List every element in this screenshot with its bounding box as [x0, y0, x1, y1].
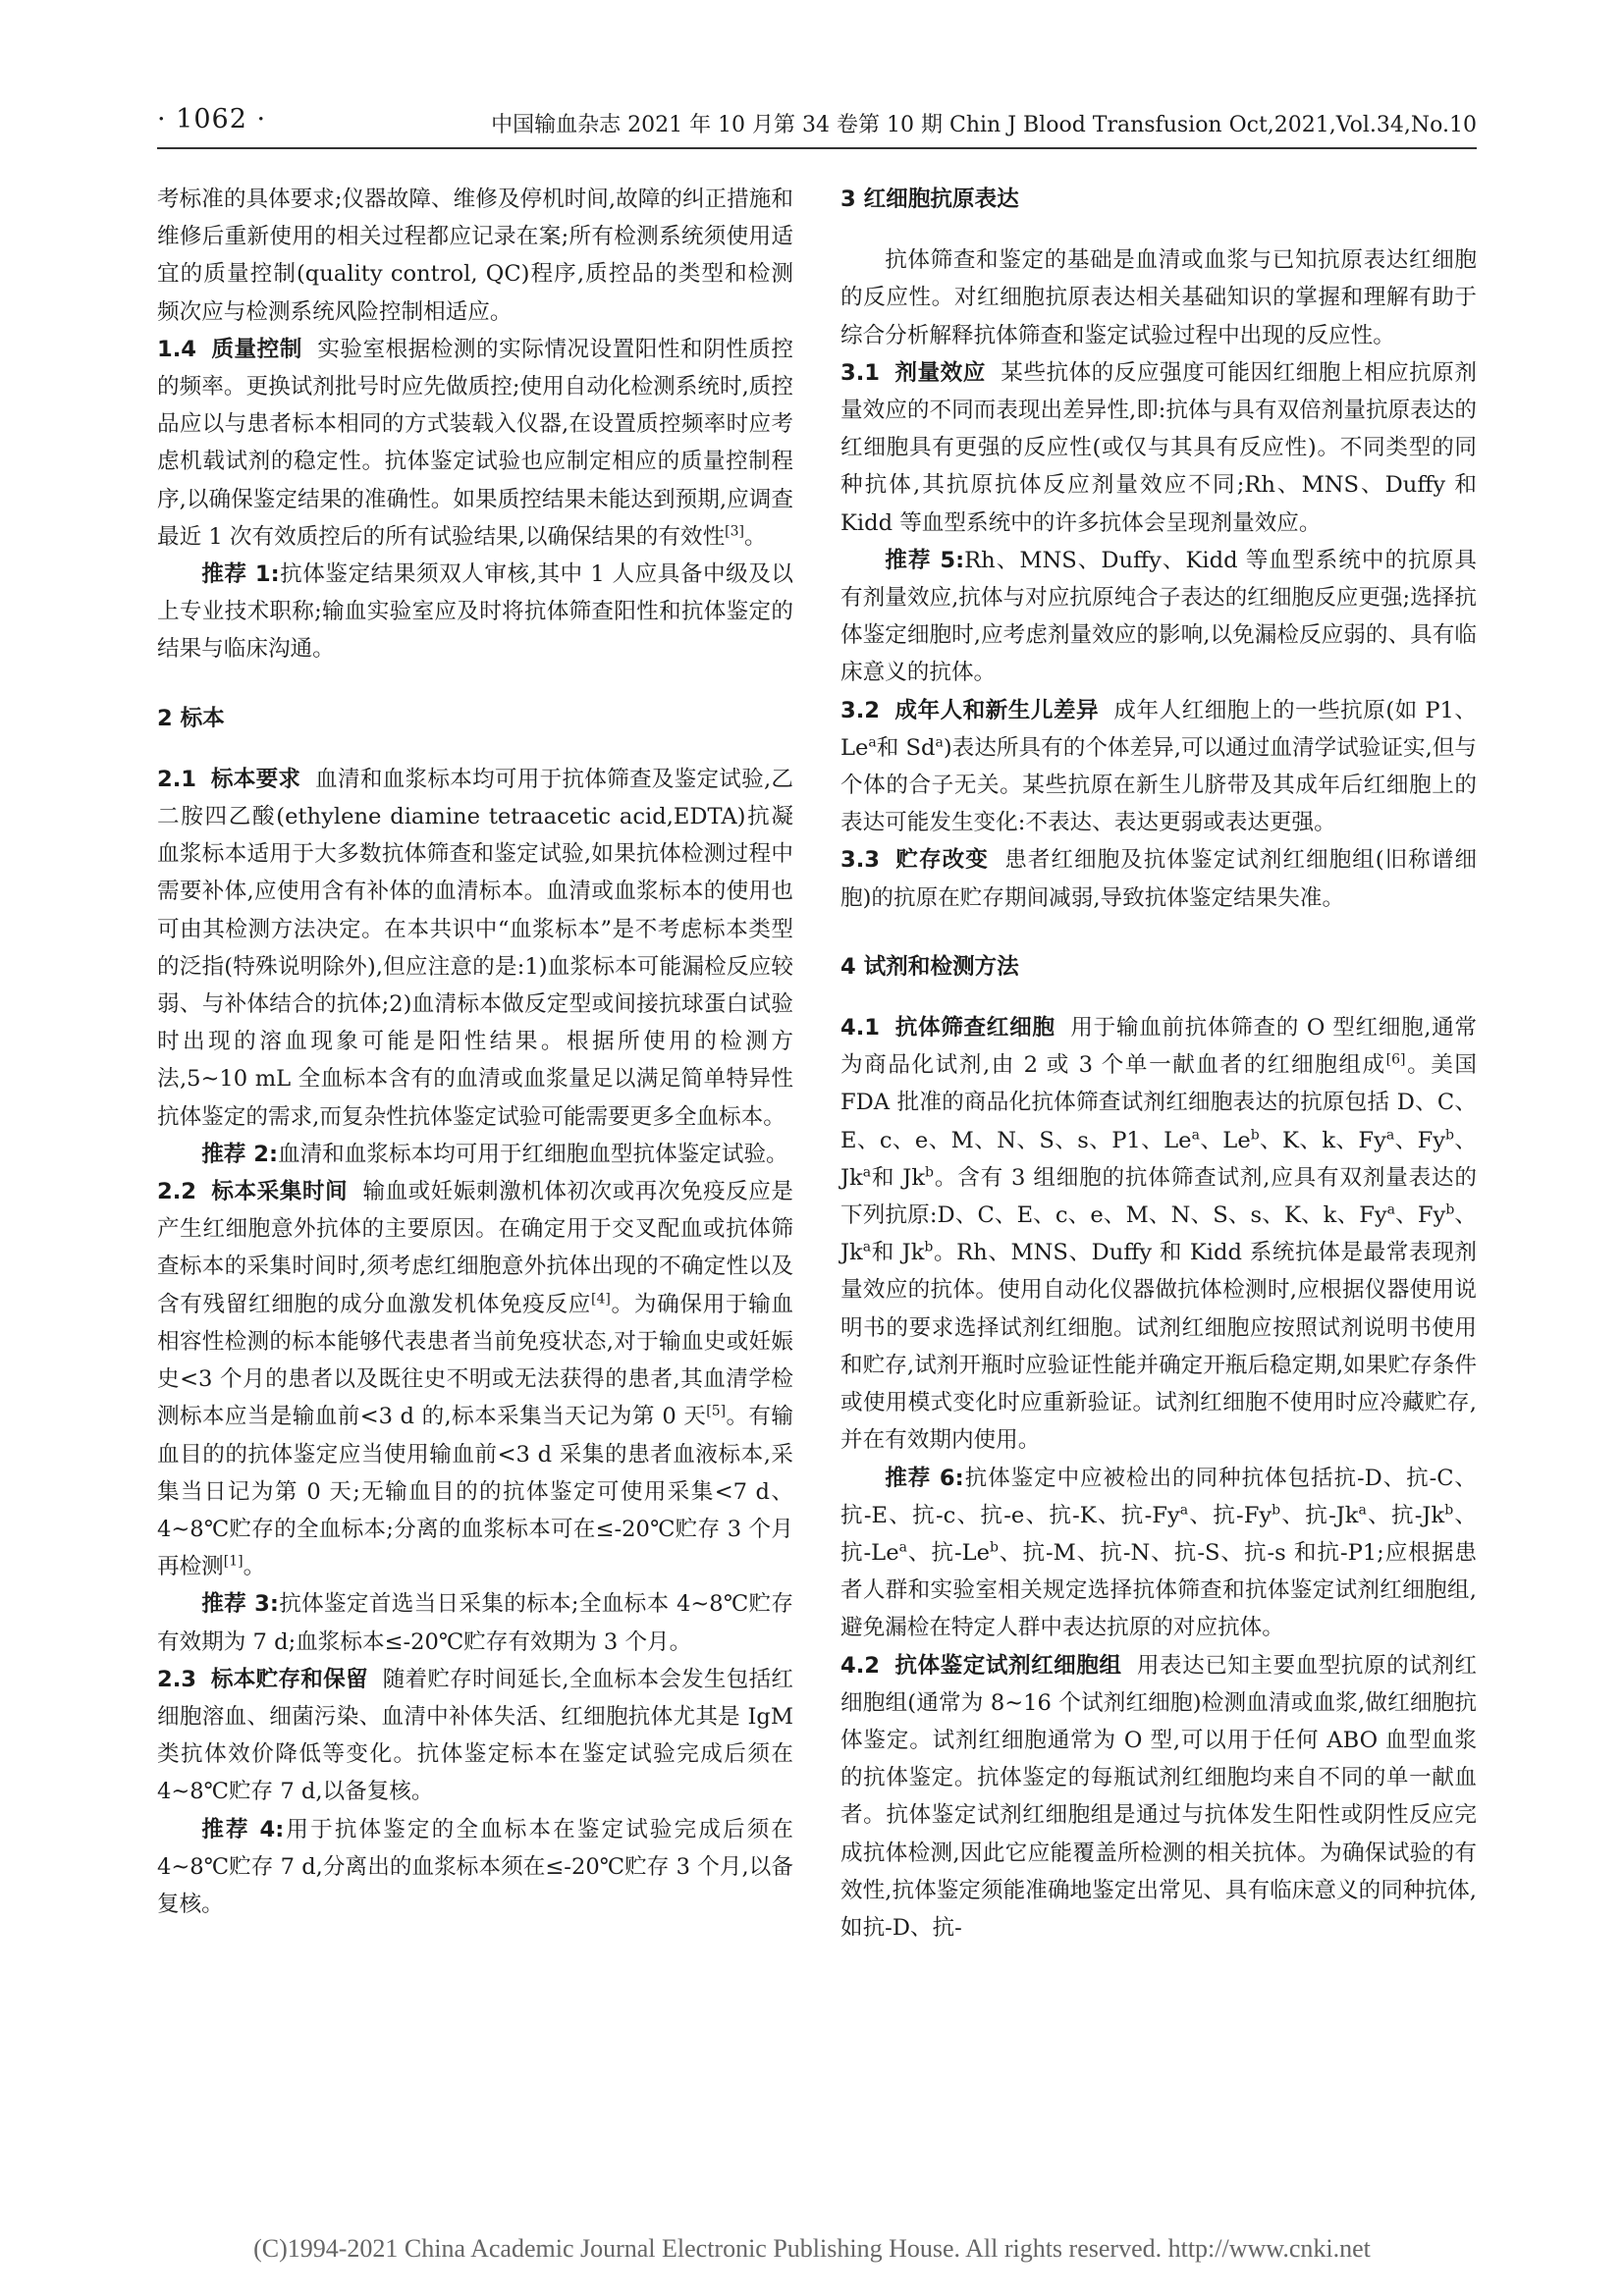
section-text: 血清和血浆标本均可用于抗体筛查及鉴定试验,乙二胺四乙酸(ethylene diamine tetraacetic acid,EDTA)抗凝血浆标本适用于大多数抗体筛查和鉴定试验,如果抗体检测过程中需要补体,应使用含有补体的血清标本。血清或血浆标本的使用也可由其检测方法决定。在本共识中“血浆标本”是不考虑标本类型的泛指(特殊说明除外),但应注意的是:1)血浆标本可能漏检反应较弱、与补体结合的抗体;2)血清标本做反定型或间接抗球蛋白试验时出现的溶血现象可能是阳性结果。根据所使用的检测方法,5~10 mL 全血标本含有的血清或血浆量足以满足简单特异性抗体鉴定的需求,而复杂性抗体鉴定试验可能需要更多全血标本。 [157, 766, 794, 1130]
section-text: 、Jk [840, 1127, 1478, 1191]
superscript: b [1272, 1502, 1281, 1519]
recommendation-label: 推荐 6: [885, 1465, 964, 1491]
section-text: 和 Jk [871, 1164, 926, 1191]
recommendation-label: 推荐 4: [201, 1816, 285, 1842]
recommendation-6 [840, 1460, 1477, 1647]
citation: [3] [725, 523, 745, 540]
superscript: b [1445, 1127, 1455, 1144]
recommendation-text: 抗体鉴定结果须双人审核,其中 1 人应具备中级及以上专业技术职称;输血实验室应及时将抗体筛查阳性和抗体鉴定的结果与临床沟通。 [157, 561, 794, 663]
superscript: a [935, 734, 944, 751]
section-1-4 [157, 331, 793, 556]
recommendation-text: 用于抗体鉴定的全血标本在鉴定试验完成后须在 4~8℃贮存 7 d,分离出的血浆标本须在≤-20℃贮存 3 个月,以备复核。 [157, 1816, 794, 1917]
section-2-heading: 2 标本 [157, 705, 225, 731]
superscript: b [925, 1164, 935, 1181]
citation: [5] [706, 1403, 727, 1419]
superscript: a [862, 1239, 872, 1255]
text-end: 。 [744, 523, 767, 550]
superscript: b [1444, 1502, 1454, 1519]
section-text: 。Rh、MNS、Duffy 和 Kidd 系统抗体是最常表现剂量效应的抗体。使用自动化仪器做抗体检测时,应根据仪器使用说明书的要求选择试剂红细胞。试剂红细胞应按照试剂说明书使用和贮存,试剂开瓶时应验证性能并确定开瓶后稳定期,如果贮存条件或使用模式变化时应重新验证。试剂红细胞不使用时应冷藏贮存,并在有效期内使用。 [840, 1240, 1477, 1454]
section-4-heading: 4 试剂和检测方法 [840, 953, 1019, 980]
page-number: · 1062 · [157, 104, 267, 134]
superscript: a [868, 734, 877, 751]
superscript: a [1386, 1201, 1396, 1218]
citation: [4] [591, 1291, 611, 1308]
superscript: a [1179, 1502, 1189, 1519]
section-text: 实验室根据检测的实际情况设置阳性和阴性质控的频率。更换试剂批号时应先做质控;使用自动化检测系统时,质控品应以与患者标本相同的方式装载入仪器,在设置质控频率时应考虑机载试剂的稳定性。抗体鉴定试验也应制定相应的质量控制程序,以确保鉴定结果的准确性。如果质控结果未能达到预期,应调查最近 1 次有效质控后的所有试验结果,以确保结果的有效性 [157, 336, 793, 550]
section-title: 标本贮存和保留 [210, 1666, 368, 1692]
section-text: 、Jk [840, 1202, 1477, 1266]
section-text: 。为确保用于输血相容性检测的标本能够代表患者当前免疫状态,对于输血史或妊娠史<3 个月的患者以及既往史不明或无法获得的患者,其血清学检测标本应当是输血前<3 d 的,标本采集当天记为第 0 天 [157, 1291, 794, 1430]
section-title: 成年人和新生儿差异 [894, 697, 1100, 723]
journal-header: 中国输血杂志 2021 年 10 月第 34 卷第 10 期 Chin J Blood Transfusion Oct,2021,Vol.34,No.10 [491, 113, 1477, 137]
section-text: 输血或妊娠刺激机体初次或再次免疫反应是产生红细胞意外抗体的主要原因。在确定用于交叉配血或抗体筛查标本的采集时间时,须考虑红细胞意外抗体出现的不确定性以及含有残留红细胞的成分血激发机体免疫反应 [157, 1179, 793, 1317]
section-3-heading: 3 红细胞抗原表达 [840, 187, 1019, 212]
superscript: a [1385, 1127, 1395, 1144]
section-title: 抗体筛查红细胞 [894, 1015, 1056, 1041]
section-text: 随着贮存时间延长,全血标本会发生包括红细胞溶血、细菌污染、血清中补体失活、红细胞抗体尤其是 IgM 类抗体效价降低等变化。抗体鉴定标本在鉴定试验完成后须在 4~8℃贮存 7 d,以备复核。 [157, 1666, 794, 1805]
superscript: b [924, 1239, 934, 1255]
recommendation-text: 、抗-Le [840, 1502, 1478, 1566]
section-3-1 [840, 354, 1477, 542]
recommendation-text: 抗体鉴定首选当日采集的标本;全血标本 4~8℃贮存有效期为 7 d;血浆标本≤-20℃贮存有效期为 3 个月。 [157, 1591, 794, 1655]
section-text: 。有输血目的的抗体鉴定应当使用输血前<3 d 采集的患者血液标本,采集当日记为第 0 天;无输血目的的抗体鉴定可使用采集<7 d、4~8℃贮存的全血标本;分离的血浆标本可在≤-20℃贮存 3 个月再检测 [157, 1404, 793, 1580]
section-title: 标本采集时间 [211, 1179, 349, 1205]
section-text: 成年人红细胞上的一些抗原(如 P1、Le [840, 697, 1478, 761]
section-text: 。含有 3 组细胞的抗体筛查试剂,应具有双剂量表达的下列抗原:D、C、E、c、e、M、N、S、s、K、k、Fy [840, 1164, 1478, 1229]
copyright-footer: (C)1994-2021 China Academic Journal Electronic Publishing House. All rights reserved. http://www.cnki.net [253, 2234, 1371, 2263]
section-4-1 [840, 1009, 1477, 1459]
section-title: 贮存改变 [895, 847, 989, 874]
recommendation-label: 推荐 1: [201, 561, 280, 588]
section-number: 4.2 [840, 1652, 881, 1679]
section-number: 2.1 [157, 766, 197, 792]
section-number: 1.4 [157, 336, 197, 362]
section-text: 患者红细胞及抗体鉴定试剂红细胞组(旧称谱细胞)的抗原在贮存期间减弱,导致抗体鉴定结果失准。 [840, 847, 1477, 911]
section-title: 抗体鉴定试剂红细胞组 [894, 1652, 1122, 1679]
section-number: 3.2 [840, 697, 881, 723]
section-2-1 [157, 761, 793, 1136]
section-number: 3.1 [840, 359, 881, 386]
recommendation-text: Rh、MNS、Duffy、Kidd 等血型系统中的抗原具有剂量效应,抗体与对应抗原纯合子表达的红细胞反应更强;选择抗体鉴定细胞时,应考虑剂量效应的影响,以免漏检反应弱的、具有临床意义的抗体。 [840, 547, 1478, 686]
section-text: )表达所具有的个体差异,可以通过血清学试验证实,但与个体的合子无关。某些抗原在新生儿脐带及其成年后红细胞上的表达可能发生变化:不表达、表达更弱或表达更强。 [840, 734, 1478, 836]
section-title: 标本要求 [210, 766, 301, 792]
paragraph-qc-intro: 考标准的具体要求;仪器故障、维修及停机时间,故障的纠正措施和维修后重新使用的相关过程都应记录在案;所有检测系统须使用适宜的质量控制(quality control, QC)程序,质控品的类型和检测频次应与检测系统风险控制相适应。 [157, 187, 793, 325]
recommendation-text: 、抗-M、抗-N、抗-S、抗-s 和抗-P1;应根据患者人群和实验室相关规定选择抗体筛查和抗体鉴定试剂红细胞组,避免漏检在特定人群中表达抗原的对应抗体。 [840, 1539, 1477, 1641]
section-title: 剂量效应 [894, 359, 986, 386]
recommendation-label: 推荐 3: [201, 1591, 279, 1618]
section-number: 2.2 [157, 1179, 197, 1205]
recommendation-1 [157, 556, 793, 668]
superscript: a [1358, 1502, 1367, 1519]
recommendation-4 [157, 1811, 793, 1924]
recommendation-text: 、抗-Le [906, 1539, 990, 1566]
section-text: 。美国 FDA 批准的商品化抗体筛查试剂红细胞表达的抗原包括 D、C、E、c、e、M、N、S、s、P1、Le [840, 1052, 1477, 1153]
superscript: a [898, 1539, 907, 1556]
section-text: 和 Jk [871, 1240, 925, 1266]
section-number: 2.3 [157, 1666, 197, 1692]
recommendation-text: 血清和血浆标本均可用于红细胞血型抗体鉴定试验。 [278, 1141, 788, 1167]
section-text: 、Fy [1394, 1127, 1446, 1153]
right-column [840, 181, 1477, 1947]
superscript: b [1445, 1201, 1455, 1218]
left-column [157, 181, 793, 1923]
recommendation-label: 推荐 5: [885, 547, 965, 573]
section-text: 、Le [1199, 1127, 1251, 1153]
section-text: 某些抗体的反应强度可能因红细胞上相应抗原剂量效应的不同而表现出差异性,即:抗体与具有双倍剂量抗原表达的红细胞具有更强的反应性(或仅与其具有反应性)。不同类型的同种抗体,其抗原抗体反应剂量效应不同;Rh、MNS、Duffy 和 Kidd 等血型系统中的许多抗体会呈现剂量效应。 [840, 359, 1477, 536]
section-4-2 [840, 1647, 1477, 1948]
section-number: 4.1 [840, 1015, 881, 1041]
recommendation-2 [157, 1136, 793, 1173]
citation: [1] [223, 1553, 244, 1570]
recommendation-text: 、抗-Jk [1366, 1502, 1445, 1528]
section-3-3 [840, 841, 1477, 916]
section-title: 质量控制 [211, 336, 302, 362]
superscript: a [862, 1164, 872, 1181]
section-text: 和 Sd [876, 734, 936, 761]
recommendation-3 [157, 1585, 793, 1660]
section-number: 3.3 [840, 847, 881, 874]
section-text: 、Fy [1395, 1202, 1446, 1229]
superscript: b [990, 1539, 999, 1556]
section-2-3 [157, 1661, 793, 1811]
section-text: 用表达已知主要血型抗原的试剂红细胞组(通常为 8~16 个试剂红细胞)检测血清或血浆,做红细胞抗体鉴定。试剂红细胞通常为 O 型,可以用于任何 ABO 血型血浆的抗体鉴定。抗体鉴定的每瓶试剂红细胞均来自不同的单一献血者。抗体鉴定试剂红细胞组是通过与抗体发生阳性或阴性反应完成抗体检测,因此它应能覆盖所检测的相关抗体。为确保试验的有效性,抗体鉴定须能准确地鉴定出常见、具有临床意义的同种抗体,如抗-D、抗- [840, 1652, 1477, 1941]
section-text: 、K、k、Fy [1259, 1127, 1386, 1153]
recommendation-label: 推荐 2: [201, 1141, 278, 1167]
recommendation-5 [840, 542, 1477, 692]
recommendation-text: 抗体鉴定中应被检出的同种抗体包括抗-D、抗-C、抗-E、抗-c、抗-e、抗-K、抗-Fy [840, 1465, 1478, 1528]
citation: [6] [1385, 1051, 1406, 1068]
superscript: a [1191, 1127, 1200, 1144]
recommendation-text: 、抗-Jk [1280, 1502, 1359, 1528]
section-2-2 [157, 1173, 793, 1585]
recommendation-text: 、抗-Fy [1188, 1502, 1272, 1528]
text-end: 。 [243, 1554, 266, 1580]
section-text: 用于输血前抗体筛查的 O 型红细胞,通常为商品化试剂,由 2 或 3 个单一献血者的红细胞组成 [840, 1015, 1477, 1079]
section-3-2 [840, 692, 1477, 842]
paragraph-antigen-intro: 抗体筛查和鉴定的基础是血清或血浆与已知抗原表达红细胞的反应性。对红细胞抗原表达相关基础知识的掌握和理解有助于综合分析解释抗体筛查和鉴定试验过程中出现的反应性。 [840, 247, 1477, 348]
header-divider [157, 147, 1477, 149]
superscript: b [1250, 1127, 1260, 1144]
